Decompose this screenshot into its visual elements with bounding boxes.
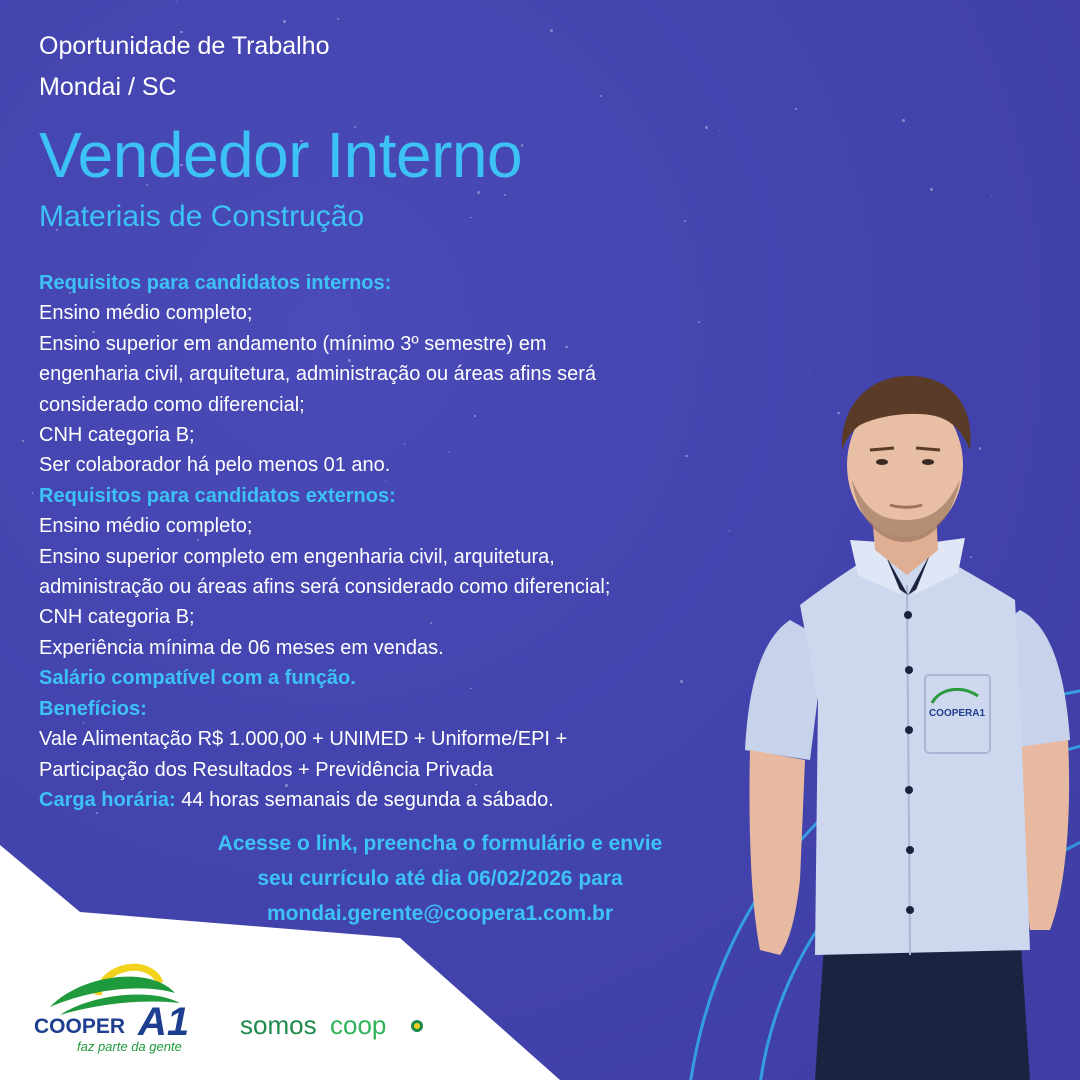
coopera1-logo [30,955,210,1055]
somoscoop-logo-word-right: coop [330,1010,387,1040]
internal-item: Ensino superior em andamento (mínimo 3º semestre) em [39,332,547,355]
internal-item: considerado como diferencial; [39,393,305,416]
internal-item: engenharia civil, arquitetura, administração ou áreas afins será [39,363,596,386]
schedule-value: 44 horas semanais de segunda a sábado. [175,788,554,811]
schedule-line [39,785,739,815]
coopera1-tagline: faz parte da gente [77,1039,182,1054]
job-subtitle: Materiais de Construção [39,200,365,233]
external-heading: Requisitos para candidatos externos: [39,484,396,507]
job-description [39,268,739,815]
external-item: CNH categoria B; [39,606,195,629]
shirt-logo: COOPERA1 [928,708,986,719]
cta-line-2: seu currículo até dia 06/02/2026 para [257,867,623,890]
schedule-label: Carga horária: [39,788,176,811]
header-line-1: Oportunidade de Trabalho [39,32,330,60]
external-item: administração ou áreas afins será considerado como diferencial; [39,576,611,599]
benefits-item: Vale Alimentação R$ 1.000,00 + UNIMED + Uniforme/EPI + [39,728,568,751]
coopera1-logo-wordmark-right: A1 [138,1000,190,1044]
call-to-action [160,826,720,931]
internal-item: CNH categoria B; [39,424,195,447]
internal-heading: Requisitos para candidatos internos: [39,272,392,294]
internal-item: Ensino médio completo; [39,302,253,325]
somoscoop-logo-word-left: somos [240,1010,317,1040]
header-line-2: Mondai / SC [39,73,177,101]
cta-line-1: Acesse o link, preencha o formulário e envie [217,832,663,855]
contact-email[interactable]: mondai.gerente@coopera1.com.br [266,902,614,925]
benefits-item: Participação dos Resultados + Previdência Privada [39,758,494,781]
somoscoop-logo [238,1006,438,1046]
external-item: Experiência mínima de 06 meses em vendas. [39,636,444,659]
employee-photo [730,370,1080,1080]
coopera1-logo-wordmark-left: COOPER [34,1015,126,1038]
job-title: Vendedor Interno [39,119,523,191]
external-item: Ensino superior completo em engenharia civil, arquitetura, [39,545,555,568]
internal-item: Ser colaborador há pelo menos 01 ano. [39,454,391,477]
salary-text: Salário compatível com a função. [39,667,356,690]
external-item: Ensino médio completo; [39,515,253,538]
benefits-heading: Benefícios: [39,697,147,720]
